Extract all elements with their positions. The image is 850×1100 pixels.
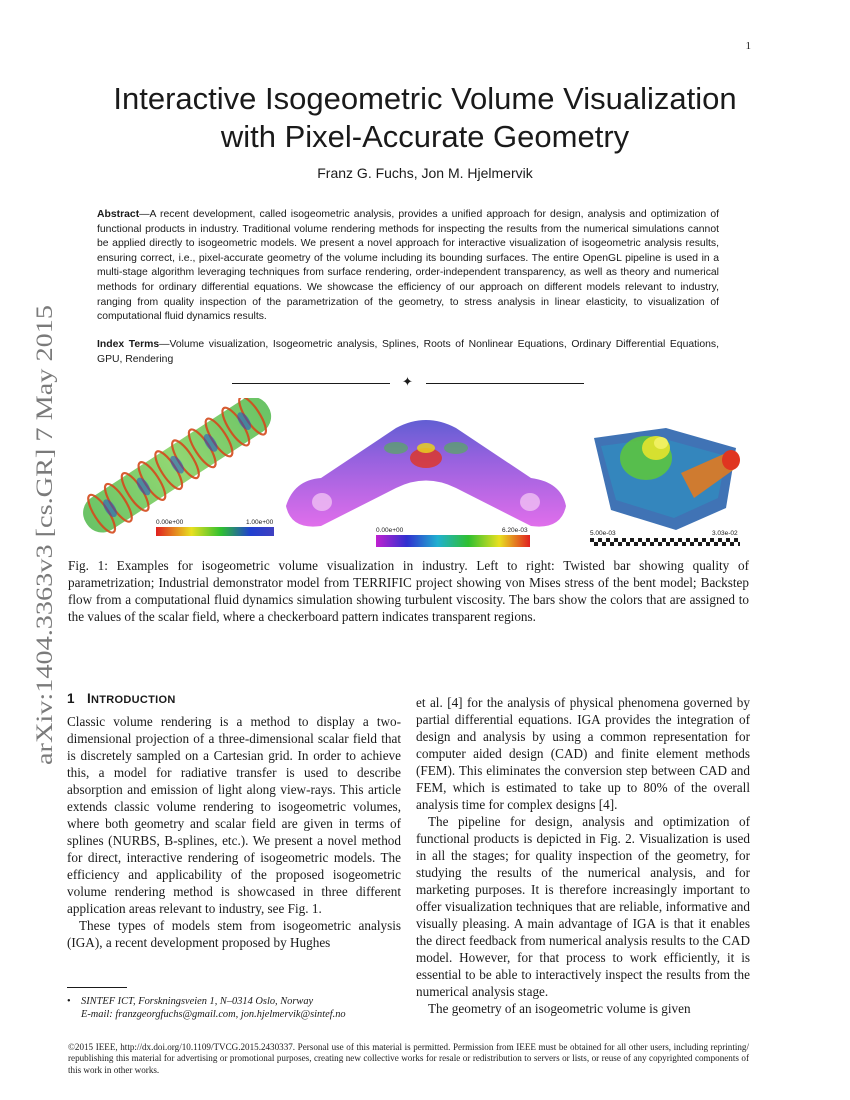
arxiv-stamp — [8, 300, 68, 770]
middle-color-bar — [376, 535, 530, 547]
separator-line-left — [232, 383, 390, 384]
figure-caption: Fig. 1: Examples for isogeometric volume visualization in industry. Left to right: Twisted bar showing quality of parametrization; Industrial demonstrator model from TERRIFIC project showing von Mises stress of the bent model; Backstep flow from a computational fluid dynamics simulation showing turbulent viscosity. The bars show the colors that are assigned to the values of the scalar field, where a checkerboard pattern indicates transparent regions. — [68, 558, 749, 624]
separator-line-right — [426, 383, 584, 384]
affiliation-bullet: • — [67, 996, 71, 1007]
column-left — [67, 690, 401, 951]
intro-paragraph-2-continued: et al. [4] for the analysis of physical phenomena governed by partial differential equations. IGA provides the integration of design and analysis by using a common representation for computer aided design (CAD) and finite element methods (FEM). This eliminates the conversion step between CAD and FEM, which is estimated to take up to 80% of the overall analysis time for complex designs [4]. — [416, 695, 750, 812]
section-heading — [67, 690, 401, 709]
intro-paragraph-1: Classic volume rendering is a method to display a two-dimensional projection of a three-dimensional scalar field that is discretely sampled on a Cartesian grid. In order to achieve this, a model for radiative transfer is used to describe absorption and emission of light along view-rays. This article extends classic volume rendering to isogeometric volumes, where both geometry and scalar field are given in terms of splines (NURBS, B-splines, etc.). We present a novel method for direct, interactive rendering of isogeometric models. The efficiency and applicability of the proposed isogeometric volume rendering method is showcased in three different application areas relevant to industry, see Fig. 1. — [67, 714, 401, 916]
right-color-bar — [590, 538, 740, 546]
abstract-text: —A recent development, called isogeometric analysis, provides a unified approach for design, analysis and optimization of functional products in industry. Traditional volume rendering methods for inspecting the results from the numerical simulations cannot be applied directly to isogeometric models. We present a novel approach for interactive visualization of isogeometric analysis results, ensuring correct, i.e., pixel-accurate geometry of the volume including its bounding surfaces. The entire OpenGL pipeline is used in a multi-stage algorithm leveraging techniques from surface rendering, order-independent transparency, as well as theory and numerical methods for ordinary differential equations. We showcase the efficiency of our approach on different models relevant to industry, ranging from quality inspection of the parametrization of the geometry, to stress analysis in linear elasticity, to visualization of computational fluid dynamics results. — [97, 209, 719, 323]
author-affiliation — [67, 995, 407, 1021]
title-line-2: with Pixel-Accurate Geometry — [220, 119, 630, 154]
middle-bar-max-label: 6.20e-03 — [502, 527, 528, 534]
section-separator — [232, 376, 584, 390]
intro-paragraph-2: These types of models stem from isogeometric analysis (IGA), a recent development proposed by Hughes — [67, 918, 401, 950]
separator-diamond-icon: ✦ — [402, 374, 413, 389]
page-number: 1 — [745, 40, 751, 52]
footnote-rule — [67, 987, 127, 988]
index-terms-label: Index Terms — [97, 339, 160, 350]
title-line-1: Interactive Isogeometric Volume Visualization — [113, 81, 737, 116]
right-bar-max-label: 3.03e-02 — [712, 530, 738, 537]
left-bar-max-label: 1.00e+00 — [246, 519, 274, 526]
bent-model-body — [286, 420, 566, 527]
intro-paragraph-4: The geometry of an isogeometric volume is given — [428, 1001, 691, 1016]
abstract-label: Abstract — [97, 209, 140, 220]
arxiv-stamp-graphic — [8, 300, 68, 770]
left-color-bar — [156, 527, 274, 536]
authors: Franz G. Fuchs, Jon M. Hjelmervik — [317, 165, 533, 181]
section-number: 1 — [67, 691, 75, 706]
index-terms — [97, 338, 719, 367]
left-bar-min-label: 0.00e+00 — [156, 519, 184, 526]
twisted-bar-image — [76, 398, 276, 543]
bent-model-image — [276, 398, 576, 553]
column-right — [416, 694, 750, 1017]
section-title-rest: NTRODUCTION — [91, 694, 176, 706]
paper-title — [0, 80, 850, 156]
index-terms-text: —Volume visualization, Isogeometric analysis, Splines, Roots of Nonlinear Equations, Ordinary Differential Equations, GPU, Rendering — [97, 339, 719, 365]
intro-paragraph-3: The pipeline for design, analysis and optimization of functional products is depicted in Fig. 2. Visualization is used in all the stages; for quality inspection of the geometry, for studying the results of the numerical analysis, and for marketing purposes. It is therefore increasingly important to offer visualization techniques that are reliable, informative and visually pleasing. A main advantage of IGA is that it enables the direct feedback from numerical analysis results to the CAD model. However, for that process to work efficiently, it is essential to be able to interactively inspect the results from the numerical analysis stage. — [416, 814, 750, 999]
affiliation-email: E-mail: franzgeorgfuchs@gmail.com, jon.hjelmervik@sintef.no — [81, 1009, 346, 1020]
arxiv-stamp-text: arXiv:1404.3363v3 [cs.GR] 7 May 2015 — [32, 390, 57, 765]
copyright-notice: ©2015 IEEE, http://dx.doi.org/10.1109/TVCG.2015.2430337. Personal use of this material is permitted. Permission from IEEE must be obtained for all other users, including reprinting/ republishing this material for advertising or promotional purposes, creating new collective works for resale or redistribution to servers or lists, or reuse of any copyrighted components of this work in other works. — [68, 1042, 749, 1075]
backstep-flow-image — [586, 398, 746, 553]
section-title-first: I — [86, 691, 92, 706]
abstract — [97, 208, 719, 325]
right-bar-min-label: 5.00e-03 — [590, 530, 616, 537]
middle-bar-min-label: 0.00e+00 — [376, 527, 404, 534]
affiliation-address: SINTEF ICT, Forskningsveien 1, N–0314 Oslo, Norway — [81, 996, 314, 1007]
figure-1 — [76, 398, 746, 553]
